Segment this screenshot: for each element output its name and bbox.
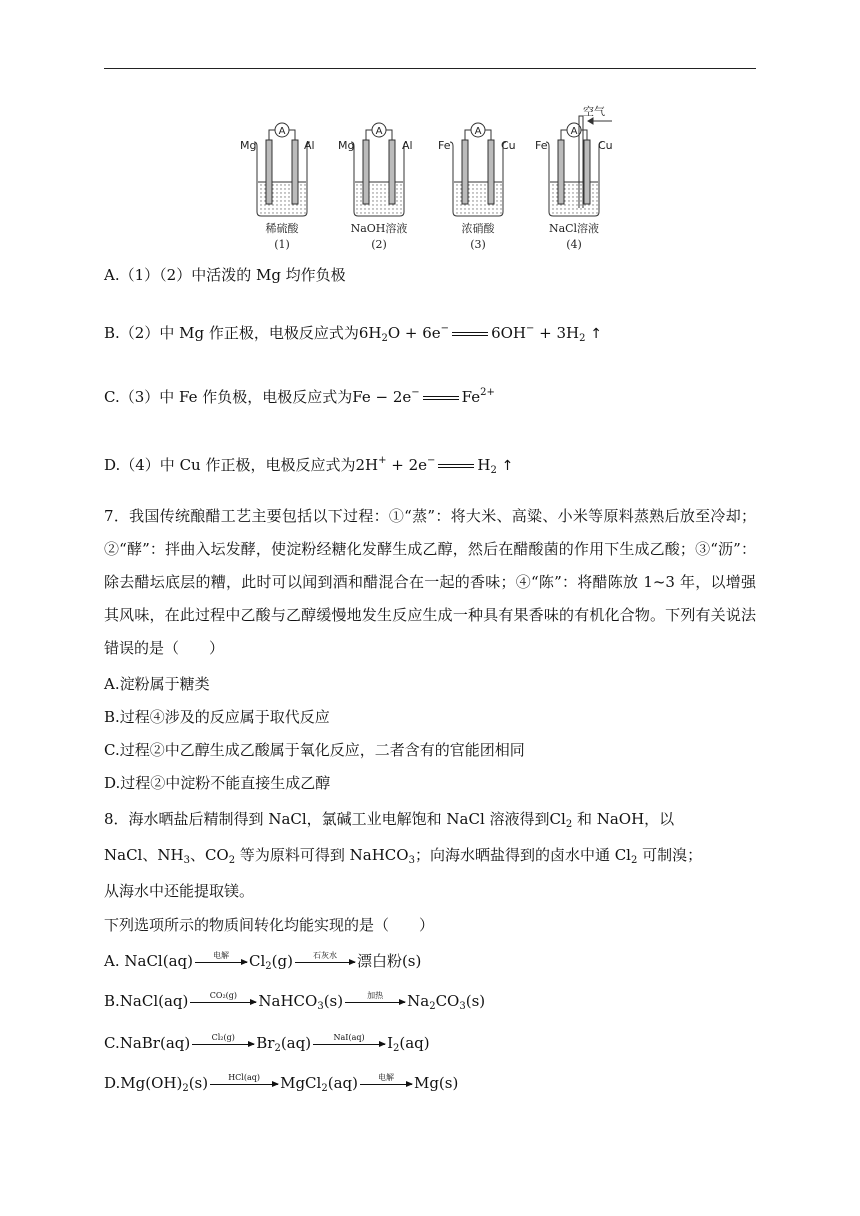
solution-label: NaCl溶液 — [548, 222, 600, 235]
air-arrow-head-icon — [588, 118, 593, 124]
wire — [366, 130, 372, 140]
galvanic-cells-figure — [236, 100, 626, 255]
electrolyte-solution — [454, 182, 502, 215]
header-rule — [104, 68, 756, 69]
q6-option-c: C.（3）中 Fe 作负极，电极反应式为Fe − 2e− $Fe^{2+}$ — [104, 387, 495, 406]
cell-number: (2) — [371, 238, 387, 251]
electrode-label: Mg — [240, 139, 257, 152]
q8-option-d: $D.Mg(OH)_2(s)$ HCl(aq) MgCl$_2$(aq) 电解 Mg(s) — [104, 1073, 459, 1094]
wire — [465, 130, 471, 140]
electrolyte-solution — [258, 182, 306, 215]
electrode-label: Cu — [598, 139, 613, 152]
q8-stem-line-2: NaCl、$NH_3$、$CO_2$ 等为原料可得到 NaHCO$_3$；向海水晒盐得到的卤水中通 $Cl_2$ 可制溴； — [104, 846, 703, 866]
cell-number: (1) — [274, 238, 290, 251]
gas-up-arrow-icon: ↑ — [501, 458, 514, 474]
electrode — [558, 140, 564, 204]
ammeter-symbol: A — [375, 126, 383, 137]
q8-option-c: C.NaBr(aq) Cl₂(g) $Br_2(aq)$ NaI(aq) $I_2(aq)$ — [104, 1033, 430, 1054]
electrode — [363, 140, 369, 204]
q7-option-c: C.过程②中乙醇生成乙酸属于氧化反应，二者含有的官能团相同 — [104, 741, 525, 759]
electrode — [488, 140, 494, 204]
electrode-label: Cu — [501, 139, 516, 152]
solution-label: NaOH溶液 — [350, 222, 408, 235]
electrode — [389, 140, 395, 204]
q6-option-b: B.（2）中 Mg 作正极，电极反应式为$6H_2O + 6e^-$ $6OH^- + 3H_2$ ↑ — [104, 323, 602, 344]
wire — [289, 130, 295, 140]
q6-option-d: D.（4）中 Cu 作正极，电极反应式为2H+ + 2e− $H_2$ ↑ — [104, 455, 514, 476]
electrode-label: Al — [402, 139, 413, 152]
solution-label: 稀硫酸 — [265, 222, 299, 235]
equation: Fe − 2e− $Fe^{2+}$ — [352, 387, 495, 406]
q8-stem-line-3: 从海水中还能提取镁。 — [104, 882, 255, 900]
q8-option-a: A. NaCl(aq) 电解 $Cl_2(g)$ 石灰水 漂白粉(s) — [104, 951, 422, 972]
wire — [386, 130, 392, 140]
wire — [485, 130, 491, 140]
electrode-label: Mg — [338, 139, 355, 152]
cell-number: (4) — [566, 238, 582, 251]
electrode — [292, 140, 298, 204]
q7-option-a: A.淀粉属于糖类 — [104, 675, 210, 693]
electrode — [584, 140, 590, 204]
q7-stem: 7．我国传统酿醋工艺主要包括以下过程：①“蒸”：将大米、高粱、小米等原料蒸熟后放至冷却；②“酵”：拌曲入坛发酵，使淀粉经糖化发酵生成乙醇，然后在醋酸菌的作用下生成乙酸；③“沥”：除去醋坛底层的糟，此时可以闻到酒和醋混合在一起的香味；④“陈”：将醋陈放 1~3 年，以增强其风味，在此过程中乙酸与乙醇缓慢地发生反应生成一种具有果香味的有机化合物。下列有关说法错误的是（ ） — [104, 507, 756, 657]
equation: 2H+ + 2e− $H_2$ ↑ — [355, 455, 514, 476]
ammeter-symbol: A — [278, 126, 286, 137]
ammeter-symbol: A — [570, 126, 578, 137]
equation: $6H_2O + 6e^-$ $6OH^- + 3H_2$ ↑ — [358, 323, 602, 344]
electrode-label: Fe — [535, 139, 548, 152]
ammeter-symbol: A — [474, 126, 482, 137]
q8-stem-line-4: 下列选项所示的物质间转化均能实现的是（ ） — [104, 916, 435, 934]
q6-option-a: A.（1）（2）中活泼的 Mg 均作负极 — [104, 266, 346, 284]
electrode — [266, 140, 272, 204]
q7-option-b: B.过程④涉及的反应属于取代反应 — [104, 708, 330, 726]
electrolyte-solution — [355, 182, 403, 215]
cell-number: (3) — [470, 238, 486, 251]
air-label: 空气 — [583, 105, 605, 118]
electrode-label: Al — [304, 139, 315, 152]
wire — [561, 130, 567, 140]
wire — [269, 130, 275, 140]
q7-option-d: D.过程②中淀粉不能直接生成乙醇 — [104, 774, 331, 792]
q8-option-b: B.NaCl(aq) CO₂(g) NaHCO$_3$(s) 加热 $Na_2CO_3(s)$ — [104, 991, 486, 1012]
electrolyte-solution — [550, 182, 598, 215]
electrode — [462, 140, 468, 204]
wire — [581, 130, 587, 140]
q8-stem-line-1: 8．海水晒盐后精制得到 NaCl，氯碱工业电解饱和 NaCl 溶液得到$Cl_2$ 和 NaOH，以 — [104, 810, 675, 830]
gas-up-arrow-icon: ↑ — [590, 326, 602, 342]
solution-label: 浓硝酸 — [461, 222, 495, 235]
electrode-label: Fe — [438, 139, 451, 152]
